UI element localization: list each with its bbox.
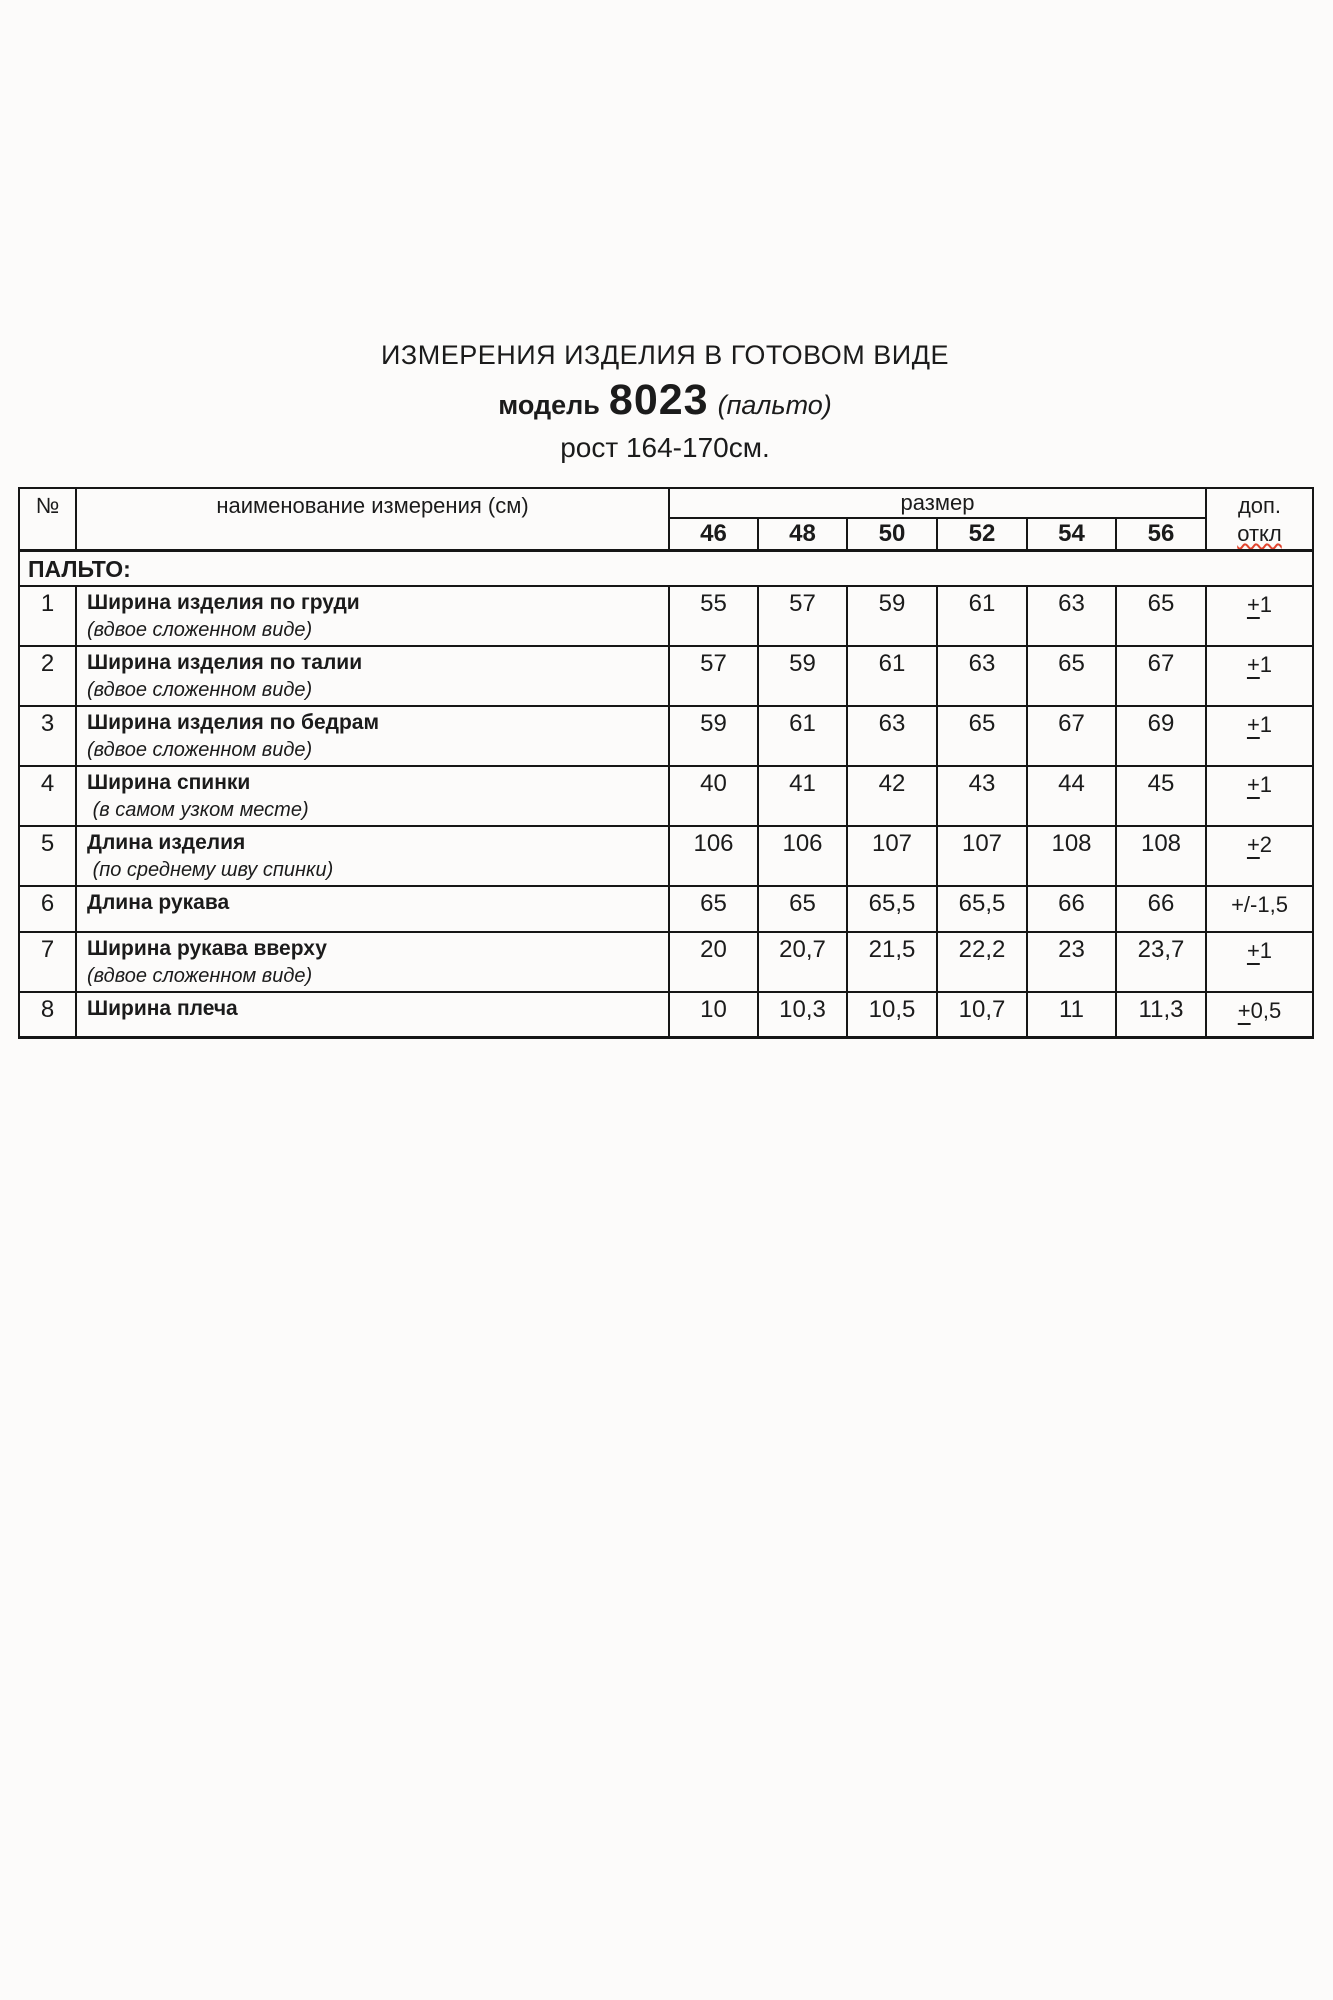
value-cell: 20 (669, 932, 758, 992)
value-cell: 57 (669, 646, 758, 706)
row-number: 3 (19, 706, 76, 766)
measurement-name: Длина рукава (87, 890, 230, 914)
value-cell: 59 (669, 706, 758, 766)
table-row (19, 992, 1313, 1038)
value-cell: 108 (1027, 826, 1116, 886)
header-size-50: 50 (847, 518, 937, 551)
plus-minus-sign: + (1246, 831, 1260, 857)
measurement-name: Ширина изделия по талии (87, 650, 363, 674)
header-tolerance-line1: доп. (1237, 493, 1282, 518)
measurement-name: Ширина изделия по груди (87, 590, 360, 614)
value-cell: 43 (937, 766, 1027, 826)
value-cell: 107 (937, 826, 1027, 886)
row-number: 2 (19, 646, 76, 706)
value-cell: 44 (1027, 766, 1116, 826)
value-cell: 20,7 (758, 932, 847, 992)
value-cell: 10,5 (847, 992, 937, 1038)
value-cell: 40 (669, 766, 758, 826)
header-size-group: размер (669, 488, 1206, 518)
model-note: (пальто) (717, 390, 832, 420)
header-measurement-name: наименование измерения (см) (76, 488, 669, 551)
header-size-46: 46 (669, 518, 758, 551)
value-cell: 63 (1027, 586, 1116, 646)
tolerance-cell (1206, 586, 1313, 646)
tolerance-cell (1206, 932, 1313, 992)
measurement-note: (вдвое сложенном виде) (87, 738, 313, 761)
value-cell: 106 (758, 826, 847, 886)
measurement-name: Ширина изделия по бедрам (87, 710, 380, 734)
value-cell: 65 (669, 886, 758, 932)
measurement-note: (вдвое сложенном виде) (87, 678, 313, 701)
plus-minus-sign: + (1246, 711, 1260, 737)
value-cell: 41 (758, 766, 847, 826)
value-cell: 65 (758, 886, 847, 932)
header-no: № (19, 488, 76, 551)
value-cell: 21,5 (847, 932, 937, 992)
tolerance-cell (1206, 992, 1313, 1038)
table-row (19, 886, 1313, 932)
value-cell: 10,3 (758, 992, 847, 1038)
value-cell: 66 (1027, 886, 1116, 932)
value-cell: 55 (669, 586, 758, 646)
value-cell: 106 (669, 826, 758, 886)
measurement-name-cell (76, 826, 669, 886)
value-cell: 108 (1116, 826, 1206, 886)
table-row (19, 826, 1313, 886)
value-cell: 22,2 (937, 932, 1027, 992)
value-cell: 42 (847, 766, 937, 826)
value-cell: 63 (937, 646, 1027, 706)
measurement-name-cell (76, 586, 669, 646)
value-cell: 10 (669, 992, 758, 1038)
value-cell: 65,5 (847, 886, 937, 932)
table-row (19, 646, 1313, 706)
header-tolerance (1206, 488, 1313, 551)
value-cell: 45 (1116, 766, 1206, 826)
measurement-note: (вдвое сложенном виде) (87, 964, 313, 987)
measurement-name-cell (76, 646, 669, 706)
table-row (19, 932, 1313, 992)
measurement-note: (в самом узком месте) (87, 798, 309, 821)
value-cell: 23,7 (1116, 932, 1206, 992)
document-title: ИЗМЕРЕНИЯ ИЗДЕЛИЯ В ГОТОВОМ ВИДЕ (381, 340, 949, 370)
header-size-52: 52 (937, 518, 1027, 551)
plus-minus-sign: + (1246, 771, 1260, 797)
title-block (18, 338, 1312, 465)
value-cell: 10,7 (937, 992, 1027, 1038)
plus-minus-sign: + (1246, 937, 1260, 963)
measurement-name-cell (76, 932, 669, 992)
measurement-name: Ширина плеча (87, 996, 238, 1020)
value-cell: 61 (847, 646, 937, 706)
value-cell: 107 (847, 826, 937, 886)
row-number: 8 (19, 992, 76, 1038)
value-cell: 65 (937, 706, 1027, 766)
model-label: модель (498, 390, 600, 420)
measurement-name-cell (76, 766, 669, 826)
height-range: рост 164-170см. (560, 432, 770, 463)
measurements-table (18, 487, 1314, 1039)
measurement-name: Ширина спинки (87, 770, 251, 794)
model-number: 8023 (608, 376, 709, 424)
plus-minus-sign: + (1237, 997, 1251, 1023)
tolerance-cell (1206, 826, 1313, 886)
value-cell: 65,5 (937, 886, 1027, 932)
tolerance-value: 1 (1259, 591, 1273, 617)
table-row (19, 586, 1313, 646)
row-number: 6 (19, 886, 76, 932)
tolerance-cell (1206, 766, 1313, 826)
row-number: 1 (19, 586, 76, 646)
row-number: 5 (19, 826, 76, 886)
tolerance-value: 1 (1259, 651, 1273, 677)
tolerance-value: 1 (1259, 937, 1273, 963)
value-cell: 61 (937, 586, 1027, 646)
value-cell: 63 (847, 706, 937, 766)
value-cell: 23 (1027, 932, 1116, 992)
tolerance-value: 2 (1259, 831, 1273, 857)
table-row (19, 766, 1313, 826)
header-tolerance-line2: откл (1237, 521, 1282, 546)
value-cell: 61 (758, 706, 847, 766)
section-row (19, 551, 1313, 586)
measurement-note: (вдвое сложенном виде) (87, 618, 313, 641)
header-size-54: 54 (1027, 518, 1116, 551)
plus-minus-sign: + (1246, 591, 1260, 617)
value-cell: 69 (1116, 706, 1206, 766)
plus-minus-sign: + (1246, 651, 1260, 677)
tolerance-cell (1206, 646, 1313, 706)
measurement-name-cell (76, 886, 669, 932)
section-label: ПАЛЬТО: (19, 551, 1313, 586)
tolerance-cell: +/-1,5 (1206, 886, 1313, 932)
value-cell: 11,3 (1116, 992, 1206, 1038)
value-cell: 65 (1027, 646, 1116, 706)
header-size-56: 56 (1116, 518, 1206, 551)
value-cell: 67 (1116, 646, 1206, 706)
tolerance-value: 1 (1259, 771, 1273, 797)
tolerance-cell (1206, 706, 1313, 766)
row-number: 4 (19, 766, 76, 826)
measurement-name-cell (76, 706, 669, 766)
value-cell: 59 (847, 586, 937, 646)
value-cell: 59 (758, 646, 847, 706)
tolerance-value: 0,5 (1250, 997, 1282, 1023)
header-size-48: 48 (758, 518, 847, 551)
value-cell: 11 (1027, 992, 1116, 1038)
row-number: 7 (19, 932, 76, 992)
measurement-note: (по среднему шву спинки) (87, 858, 334, 881)
value-cell: 65 (1116, 586, 1206, 646)
model-line (18, 376, 1312, 429)
document-page (18, 0, 1312, 1039)
value-cell: 67 (1027, 706, 1116, 766)
measurement-name-cell (76, 992, 669, 1038)
tolerance-value: 1 (1259, 711, 1273, 737)
value-cell: 57 (758, 586, 847, 646)
measurement-name: Длина изделия (87, 830, 246, 854)
table-row (19, 706, 1313, 766)
measurement-name: Ширина рукава вверху (87, 936, 327, 960)
value-cell: 66 (1116, 886, 1206, 932)
